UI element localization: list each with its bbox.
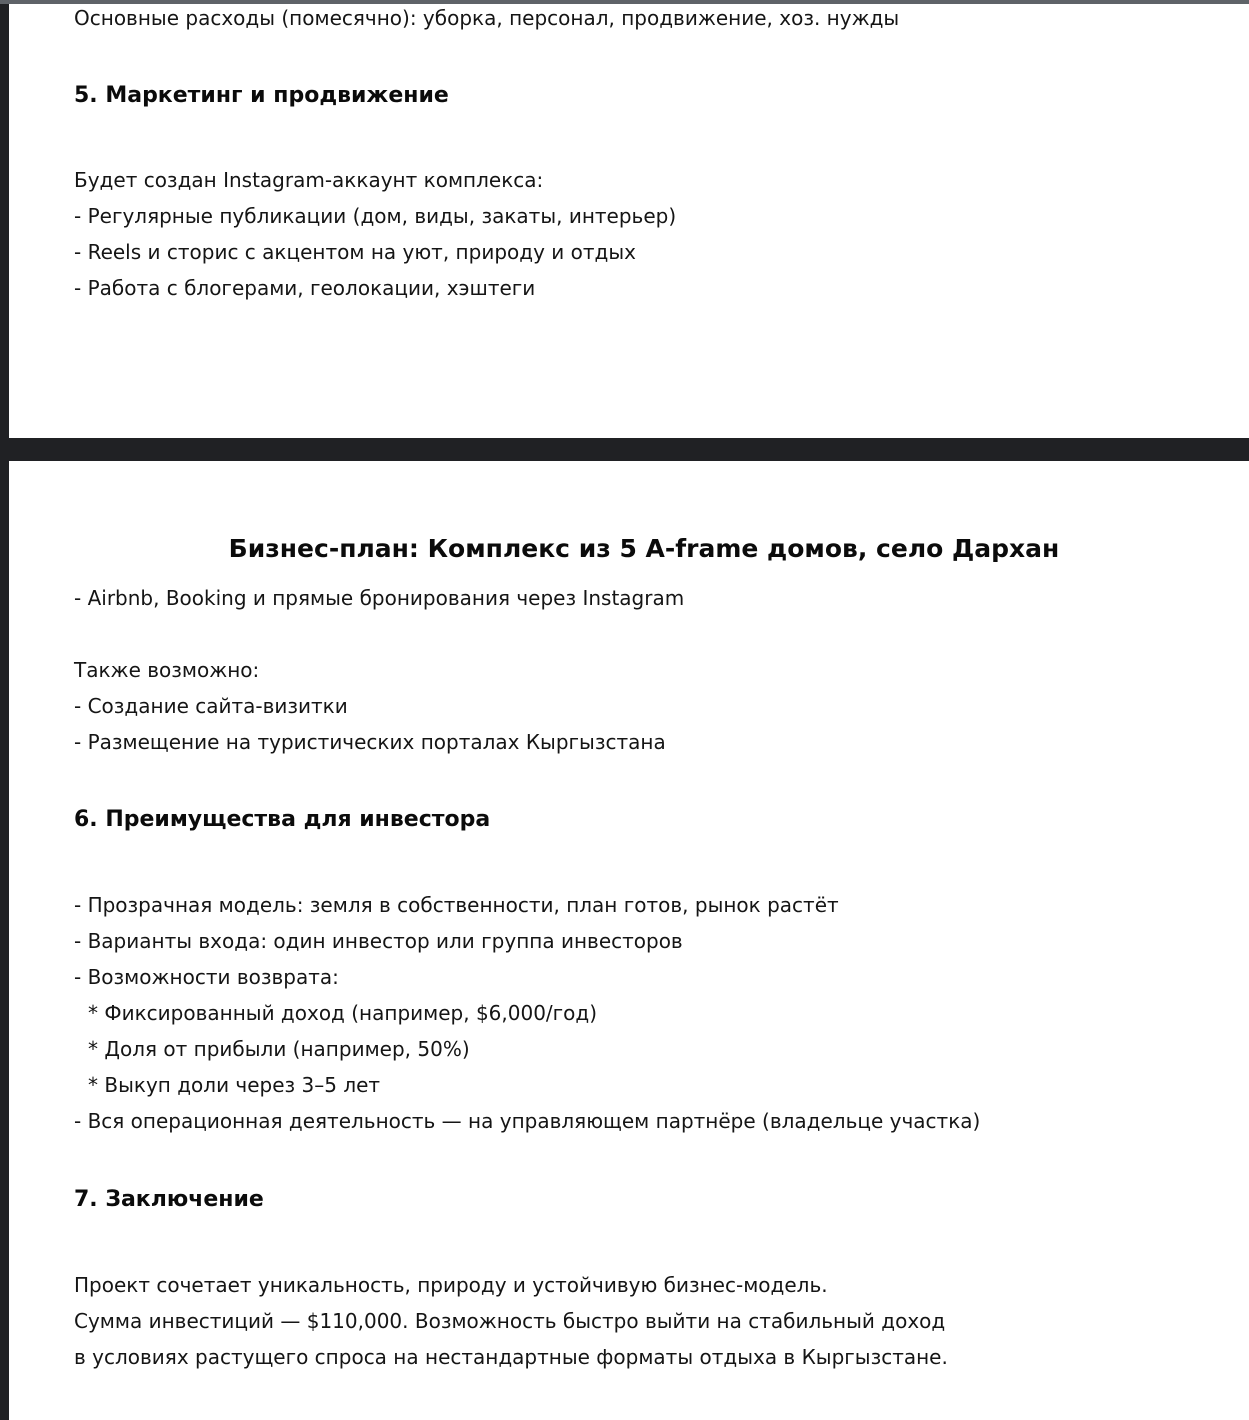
conclusion-line: в условиях растущего спроса на нестандартные форматы отдыха в Кыргызстане. bbox=[74, 1345, 948, 1369]
section-5-heading-block bbox=[74, 78, 1229, 114]
expenses-block bbox=[74, 4, 1229, 36]
sub-list-item: * Выкуп доли через 3–5 лет bbox=[88, 1073, 381, 1097]
section-5-heading: 5. Маркетинг и продвижение bbox=[74, 83, 449, 108]
list-item: - Создание сайта-визитки bbox=[74, 694, 348, 718]
document-page-2 bbox=[9, 461, 1249, 1420]
also-block bbox=[74, 652, 1229, 760]
section-5-body bbox=[74, 162, 1229, 306]
conclusion-line: Сумма инвестиций — $110,000. Возможность быстро выйти на стабильный доход bbox=[74, 1309, 946, 1333]
page-title: Бизнес-план: Комплекс из 5 A-frame домов, село Дархан bbox=[228, 534, 1060, 563]
list-item: - Возможности возврата: bbox=[74, 965, 339, 989]
sub-list-item: * Фиксированный доход (например, $6,000/год) bbox=[88, 1001, 598, 1025]
list-item: - Reels и сторис с акцентом на уют, природу и отдых bbox=[74, 240, 636, 264]
list-item: - Варианты входа: один инвестор или группа инвесторов bbox=[74, 929, 683, 953]
booking-line: - Airbnb, Booking и прямые бронирования через Instagram bbox=[74, 586, 685, 610]
section-6-heading-block bbox=[74, 802, 1229, 838]
section-6-heading: 6. Преимущества для инвестора bbox=[74, 807, 491, 832]
sub-list-item: * Доля от прибыли (например, 50%) bbox=[88, 1037, 470, 1061]
booking-block bbox=[74, 580, 1229, 616]
section-6-body bbox=[74, 887, 1229, 1139]
list-item: - Размещение на туристических порталах Кыргызстана bbox=[74, 730, 666, 754]
list-item: - Вся операционная деятельность — на управляющем партнёре (владельце участка) bbox=[74, 1109, 981, 1133]
list-item: - Прозрачная модель: земля в собственности, план готов, рынок растёт bbox=[74, 893, 839, 917]
section-7-body bbox=[74, 1267, 1229, 1375]
list-item: - Работа с блогерами, геолокации, хэштеги bbox=[74, 276, 536, 300]
expenses-line: Основные расходы (помесячно): уборка, персонал, продвижение, хоз. нужды bbox=[74, 6, 900, 30]
list-item: - Регулярные публикации (дом, виды, закаты, интерьер) bbox=[74, 204, 677, 228]
section-7-heading: 7. Заключение bbox=[74, 1187, 264, 1212]
section-5-intro: Будет создан Instagram-аккаунт комплекса: bbox=[74, 168, 544, 192]
also-heading: Также возможно: bbox=[74, 658, 260, 682]
conclusion-line: Проект сочетает уникальность, природу и устойчивую бизнес-модель. bbox=[74, 1273, 828, 1297]
section-7-heading-block bbox=[74, 1182, 1229, 1218]
document-page-1 bbox=[9, 4, 1249, 438]
